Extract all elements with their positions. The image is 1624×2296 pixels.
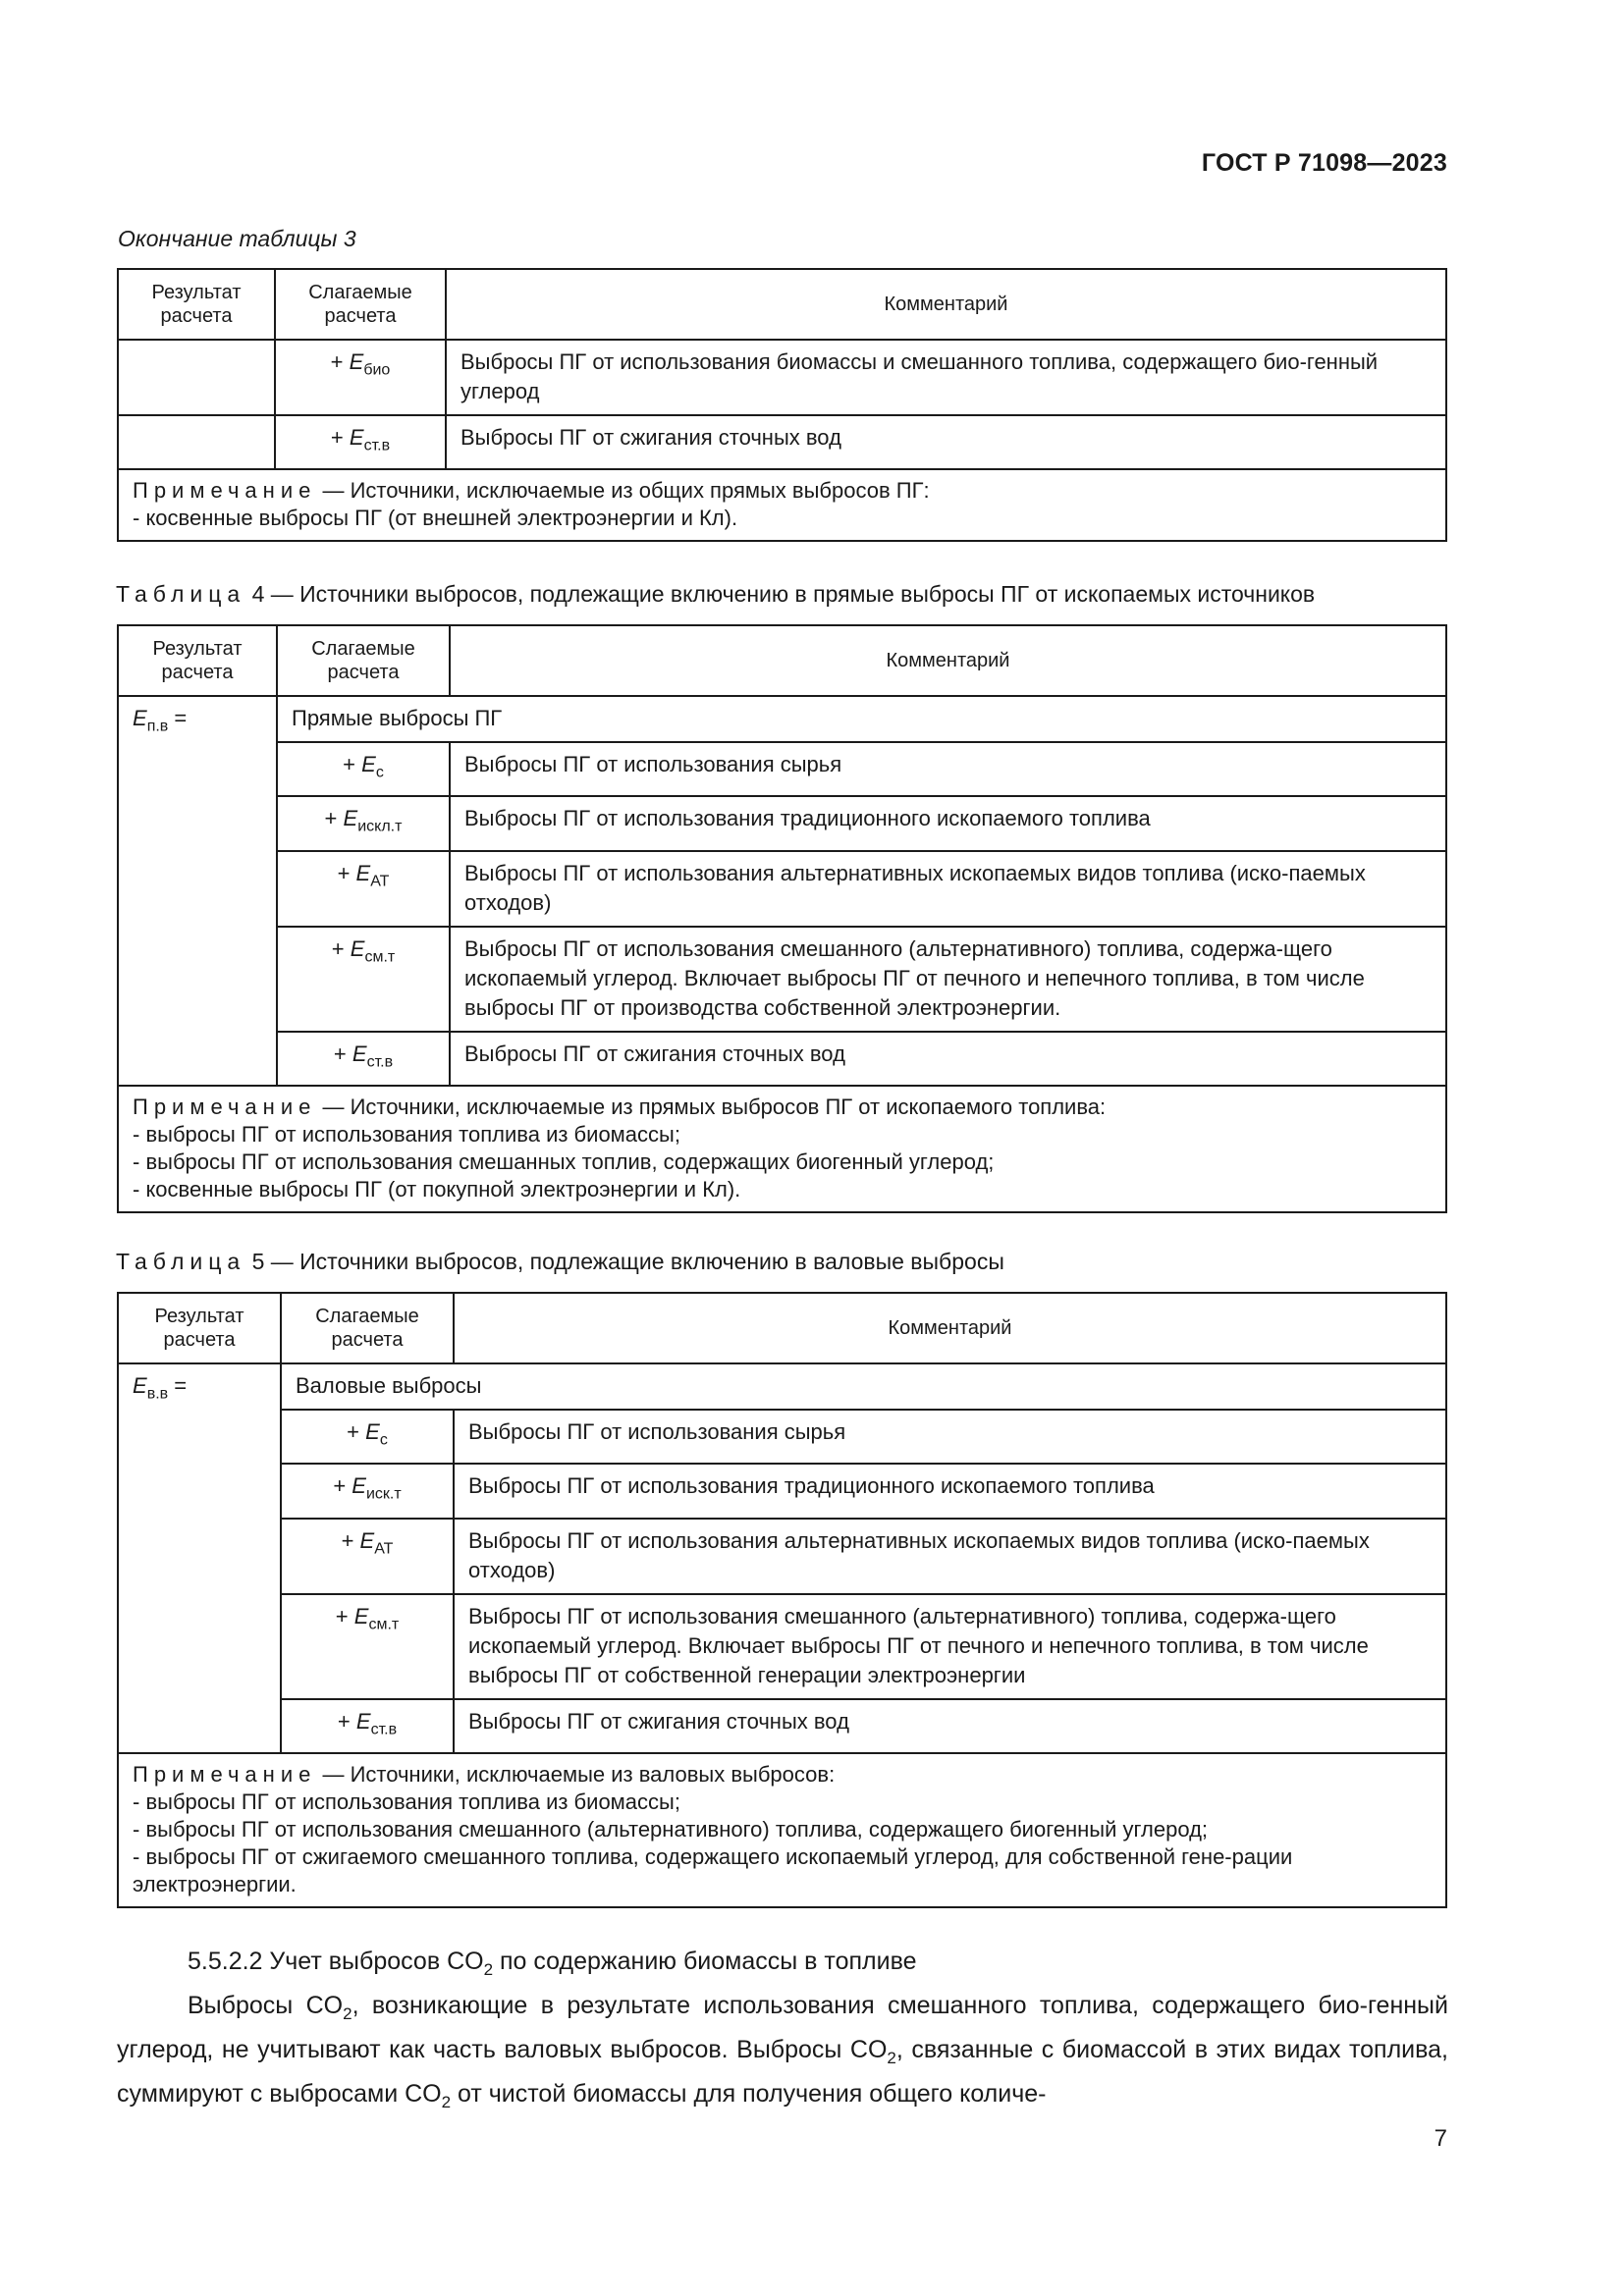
section-heading: 5.5.2.2 Учет выбросов $CO_2$ по содержанию биомассы в топливе xyxy=(188,1948,917,1979)
note-item: - выбросы ПГ от использования смешанных топлив, содержащих биогенный углерод; xyxy=(133,1149,995,1175)
note-row xyxy=(118,1086,1446,1212)
group-label-cell: Прямые выбросы ПГ xyxy=(277,696,1446,742)
comment-cell: Выбросы ПГ от использования альтернативных ископаемых видов топлива (иско-паемых отходов) xyxy=(450,851,1446,927)
comment-cell: Выбросы ПГ от использования традиционного ископаемого топлива xyxy=(450,796,1446,850)
term-cell: + $E_{био}$ xyxy=(275,340,446,415)
table-row xyxy=(118,1410,1446,1464)
table5-caption: Таблица 5 — Источники выбросов, подлежащие включению в валовые выбросы xyxy=(116,1249,1004,1274)
note-item: - выбросы ПГ от использования топлива из биомассы; xyxy=(133,1789,680,1815)
column-header-terms: Слагаемые расчета xyxy=(281,1293,454,1363)
term-cell: + $E_{см.т}$ xyxy=(277,927,450,1032)
table-row xyxy=(118,1699,1446,1753)
table-header-row xyxy=(118,625,1446,696)
term-cell: + $E_с$ xyxy=(281,1410,454,1464)
note-item: - выбросы ПГ от использования смешанного (альтернативного) топлива, содержащего биогенный углерод; xyxy=(133,1817,1209,1842)
table-row xyxy=(118,1594,1446,1699)
result-cell-empty xyxy=(118,340,275,415)
note-item: - выбросы ПГ от использования топлива из биомассы; xyxy=(133,1122,680,1148)
section-paragraph: Выбросы $CO_2$, возникающие в результате использования смешанного топлива, содержащего био-генный углерод, не учитывают как часть валовых выбросов. Выбросы $CO_2$, связанные с биомассой в этих видах топлива, суммируют с выбросами $CO_2$ от чистой биомассы для получения общего количе- xyxy=(117,1992,1448,2111)
note-row xyxy=(118,1753,1446,1907)
note-lead: — Источники, исключаемые из общих прямых выбросов ПГ: xyxy=(316,478,930,504)
table-note xyxy=(118,1086,1446,1212)
term-cell: + $E_{ст.в}$ xyxy=(281,1699,454,1753)
note-item: - выбросы ПГ от сжигаемого смешанного топлива, содержащего ископаемый углерод, для собственной гене-рации электроэнергии. xyxy=(133,1844,1293,1897)
table-row xyxy=(118,927,1446,1032)
table4-caption: Таблица 4 — Источники выбросов, подлежащие включению в прямые выбросы ПГ от ископаемых источников xyxy=(116,581,1316,607)
table-5 xyxy=(117,1292,1447,1908)
document-code: ГОСТ Р 71098—2023 xyxy=(1201,149,1447,177)
table-note xyxy=(118,469,1446,541)
column-header-result: Результат расчета xyxy=(118,1293,281,1363)
term-cell: + $E_{иск.т}$ xyxy=(281,1464,454,1518)
column-header-comment: Комментарий xyxy=(454,1293,1446,1363)
comment-cell: Выбросы ПГ от сжигания сточных вод xyxy=(450,1032,1446,1086)
note-item: - косвенные выбросы ПГ (от покупной электроэнергии и Кл). xyxy=(133,1177,741,1202)
result-cell: $E_{в.в}$ = xyxy=(118,1363,281,1753)
table-row xyxy=(118,1464,1446,1518)
table-row xyxy=(118,415,1446,469)
table-row xyxy=(118,796,1446,850)
comment-cell: Выбросы ПГ от использования смешанного (альтернативного) топлива, содержа-щего ископаемый углерод. Включает выбросы ПГ от печного и непечного топлива, в том числе выбросы ПГ от собственной генерации электроэнергии xyxy=(454,1594,1446,1699)
table-header-row xyxy=(118,269,1446,340)
term-cell: + $E_{ст.в}$ xyxy=(275,415,446,469)
note-item: - косвенные выбросы ПГ (от внешней электроэнергии и Кл). xyxy=(133,506,738,531)
table-row xyxy=(118,1363,1446,1410)
group-label-cell: Валовые выбросы xyxy=(281,1363,1446,1410)
column-header-terms: Слагаемые расчета xyxy=(275,269,446,340)
comment-cell: Выбросы ПГ от использования смешанного (альтернативного) топлива, содержа-щего ископаемый углерод. Включает выбросы ПГ от печного и непечного топлива, в том числе выбросы ПГ от производства собственной электроэнергии. xyxy=(450,927,1446,1032)
comment-cell: Выбросы ПГ от сжигания сточных вод xyxy=(454,1699,1446,1753)
term-cell: + $E_{АТ}$ xyxy=(281,1519,454,1594)
note-lead: — Источники, исключаемые из прямых выбросов ПГ от ископаемого топлива: xyxy=(316,1095,1107,1120)
table3-continuation-caption: Окончание таблицы 3 xyxy=(118,226,356,251)
comment-cell: Выбросы ПГ от использования сырья xyxy=(454,1410,1446,1464)
result-cell-empty xyxy=(118,415,275,469)
column-header-comment: Комментарий xyxy=(446,269,1446,340)
term-cell: + $E_{АТ}$ xyxy=(277,851,450,927)
column-header-result: Результат расчета xyxy=(118,269,275,340)
section-text xyxy=(117,1944,1448,2120)
table-header-row xyxy=(118,1293,1446,1363)
comment-cell: Выбросы ПГ от использования биомассы и смешанного топлива, содержащего био-генный углерод xyxy=(446,340,1446,415)
table-note xyxy=(118,1753,1446,1907)
table-row xyxy=(118,1032,1446,1086)
column-header-result: Результат расчета xyxy=(118,625,277,696)
column-header-comment: Комментарий xyxy=(450,625,1446,696)
term-cell: + $E_{искл.т}$ xyxy=(277,796,450,850)
comment-cell: Выбросы ПГ от сжигания сточных вод xyxy=(446,415,1446,469)
table-row xyxy=(118,851,1446,927)
table-row xyxy=(118,340,1446,415)
table-row xyxy=(118,742,1446,796)
term-cell: + $E_{ст.в}$ xyxy=(277,1032,450,1086)
table-3-end xyxy=(117,268,1447,542)
table-row xyxy=(118,696,1446,742)
note-label: Примечание xyxy=(133,1095,317,1120)
table-4 xyxy=(117,624,1447,1213)
column-header-terms: Слагаемые расчета xyxy=(277,625,450,696)
note-label: Примечание xyxy=(133,1762,317,1788)
page-number: 7 xyxy=(1434,2125,1447,2152)
table-row xyxy=(118,1519,1446,1594)
note-lead: — Источники, исключаемые из валовых выбросов: xyxy=(316,1762,836,1788)
note-row xyxy=(118,469,1446,541)
comment-cell: Выбросы ПГ от использования сырья xyxy=(450,742,1446,796)
comment-cell: Выбросы ПГ от использования традиционного ископаемого топлива xyxy=(454,1464,1446,1518)
term-cell: + $E_{см.т}$ xyxy=(281,1594,454,1699)
comment-cell: Выбросы ПГ от использования альтернативных ископаемых видов топлива (иско-паемых отходов) xyxy=(454,1519,1446,1594)
result-cell: $E_{п.в}$ = xyxy=(118,696,277,1086)
note-label: Примечание xyxy=(133,478,317,504)
term-cell: + $E_с$ xyxy=(277,742,450,796)
